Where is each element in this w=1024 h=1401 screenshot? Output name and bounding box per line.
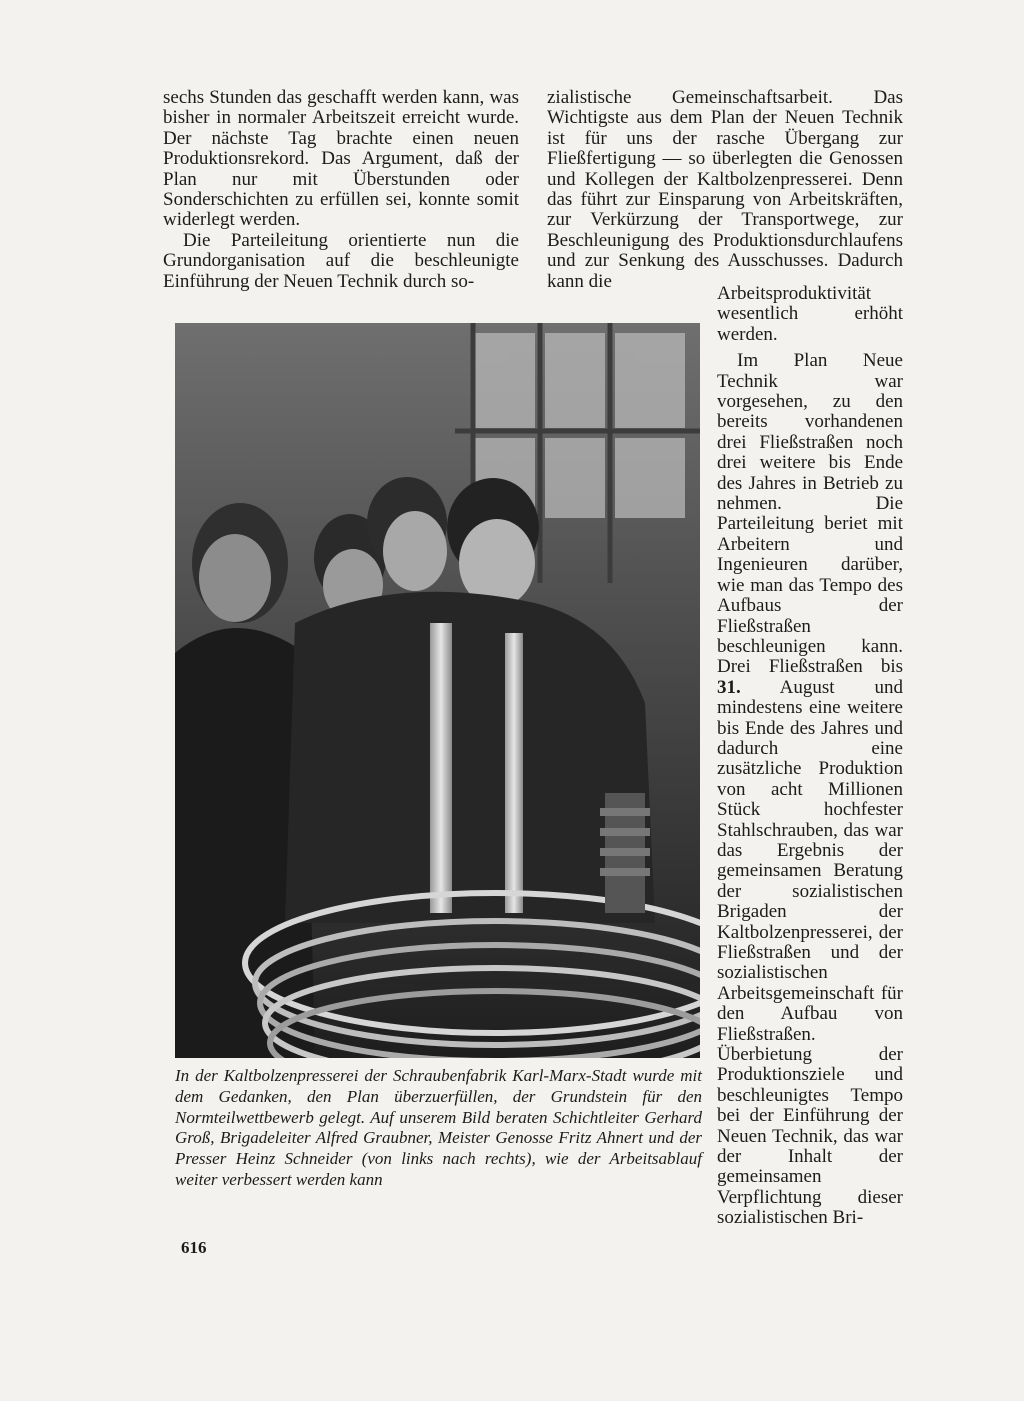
date-number: 31. xyxy=(717,676,741,698)
photo-caption: In der Kaltbolzenpresserei der Schraubenfabrik Karl-Marx-Stadt wurde mit dem Gedanken, den Plan überzuerfüllen, der Grundstein für den Normteilwettbewerb gelegt. Auf unserem Bild beraten Schichtleiter Gerhard Groß, Brigadeleiter Alfred Graubner, Meister Genosse Fritz Ahnert und der Presser Heinz Schneider (von links nach rechts), wie der Arbeitsablauf weiter verbessert werden kann xyxy=(175,1066,702,1189)
right-paragraph-2-part-a: Im Plan Neue Technik war vorgesehen, zu den bereits vorhandenen drei Fließstraßen noch drei weitere bis Ende des Jahres in Betrieb zu nehmen. Die Parteileitung beriet mit Arbeitern und Ingenieuren darüber, wie man das Tempo des Aufbaus der Fließstraßen beschleunigen kann. Drei Fließstraßen bis xyxy=(717,350,903,678)
page-number: 616 xyxy=(181,1238,207,1257)
left-paragraph-1: sechs Stunden das geschafft werden kann, was bisher in normaler Arbeitszeit erreicht wurde. Der nächste Tag brachte einen neuen Produktionsrekord. Das Argument, daß der Plan nur mit Überstunden oder Sonderschichten zu erfüllen sei, konnte somit widerlegt werden. xyxy=(163,87,519,231)
left-column xyxy=(163,88,519,292)
right-paragraph-1-end: Arbeitsproduktivität wesentlich erhöht werden. xyxy=(717,283,903,345)
right-paragraph-1: zialistische Gemeinschaftsarbeit. Das Wichtigste aus dem Plan der Neuen Technik ist für uns der rasche Übergang zur Fließfertigung — so überlegten die Genossen und Kollegen der Kaltbolzenpresserei. Denn das führt zur Einsparung von Arbeitskräften, zur Verkürzung der Transportwege, zur Beschleunigung des Produktionsdurchlaufens und zur Senkung des Ausschusses. Dadurch kann die xyxy=(547,87,903,292)
right-column-top xyxy=(547,88,903,292)
factory-photo xyxy=(175,323,700,1058)
right-column-narrow xyxy=(717,284,903,1229)
right-paragraph-2-part-b: August und mindestens eine weitere bis Ende des Jahres und dadurch eine zusätzliche Produktion von acht Millionen Stück hochfester Stahlschrauben, das war das Ergebnis der gemeinsamen Beratung der sozialistischen Brigaden der Kaltbolzenpresserei, der Fließstraßen und der sozialistischen Arbeitsgemeinschaft für den Aufbau von Fließstraßen. Überbietung der Produktionsziele und beschleunigtes Tempo bei der Einführung der Neuen Technik, das war der Inhalt der gemeinsamen Verpflichtung dieser sozialistischen Bri- xyxy=(717,676,903,1229)
left-paragraph-2: Die Parteileitung orientierte nun die Grundorganisation auf die beschleunigte Einführung der Neuen Technik durch so- xyxy=(163,229,519,292)
right-paragraph-2 xyxy=(717,351,903,1228)
factory-photo-illustration xyxy=(175,323,700,1058)
